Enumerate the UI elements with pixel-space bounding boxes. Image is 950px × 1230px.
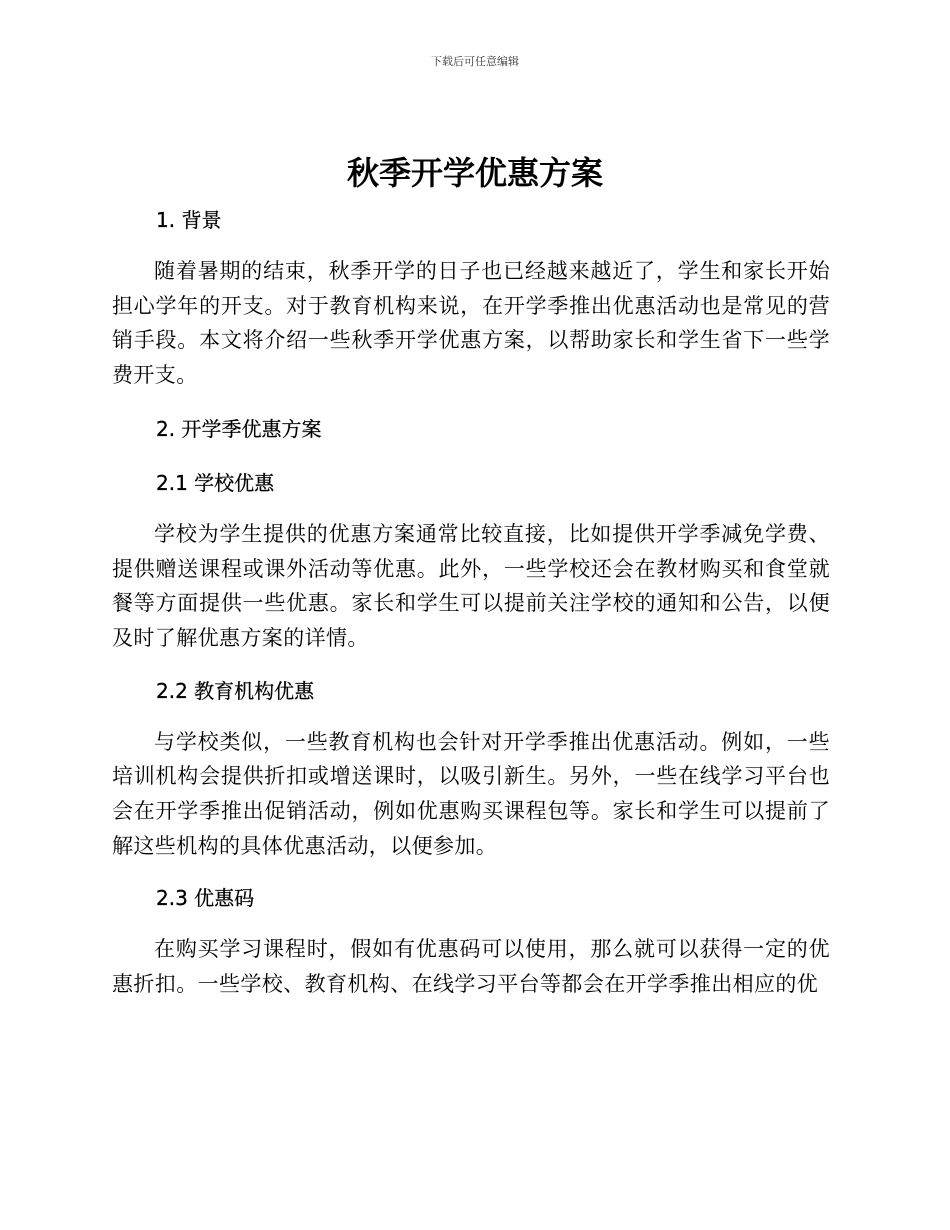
document-title: 秋季开学优惠方案 [346, 154, 603, 192]
paragraph-institution-discount: 与学校类似，一些教育机构也会针对开学季推出优惠活动。例如，一些培训机构会提供折扣或增送课时，以吸引新生。另外，一些在线学习平台也会在开学季推出促销活动，例如优惠购买课程包等。家长和学生可以提前了解这些机构的具体优惠活动，以便参加。 [112, 729, 830, 858]
paragraph-background: 随着暑期的结束，秋季开学的日子也已经越来越近了，学生和家长开始担心学年的开支。对于教育机构来说，在开学季推出优惠活动也是常见的营销手段。本文将介绍一些秋季开学优惠方案，以帮助家长和学生省下一些学费开支。 [112, 259, 830, 388]
page-header-note: 下载后可任意编辑 [431, 55, 519, 68]
subsection-heading-school-discount: 2.1 学校优惠 [156, 470, 275, 495]
paragraph-coupon-code: 在购买学习课程时，假如有优惠码可以使用，那么就可以获得一定的优惠折扣。一些学校、教育机构、在线学习平台等都会在开学季推出相应的优 [112, 937, 830, 997]
section-heading-background: 1. 背景 [156, 208, 222, 232]
document-body [112, 200, 830, 1002]
paragraph-school-discount: 学校为学生提供的优惠方案通常比较直接，比如提供开学季减免学费、提供赠送课程或课外活动等优惠。此外，一些学校还会在教材购买和食堂就餐等方面提供一些优惠。家长和学生可以提前关注学校的通知和公告，以便及时了解优惠方案的详情。 [112, 521, 830, 650]
subsection-heading-institution-discount: 2.2 教育机构优惠 [156, 678, 315, 703]
section-heading-discount-plans: 2. 开学季优惠方案 [156, 416, 322, 441]
subsection-heading-coupon-code: 2.3 优惠码 [156, 886, 255, 911]
